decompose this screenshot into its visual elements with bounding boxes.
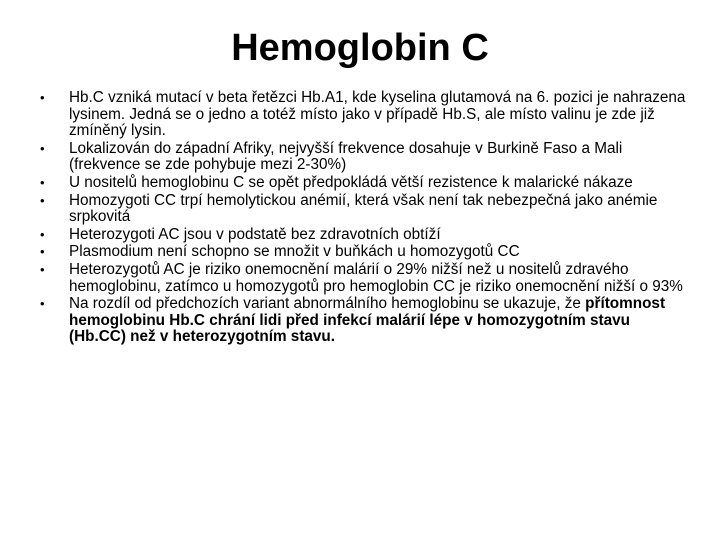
bullet-icon: • (40, 296, 45, 312)
bullet-text: Homozygoti CC trpí hemolytickou anémií, která však není tak nebezpečná jako anémie srpkovitá (69, 191, 658, 226)
bullet-item (40, 175, 690, 192)
bullet-icon: • (40, 261, 45, 277)
bullet-text: U nositelů hemoglobinu C se opět předpokládá větší rezistence k malarické nákaze (69, 173, 633, 191)
bullet-text-bold: přítomnost hemoglobinu Hb.C chrání lidi před infekcí malárií lépe v homozygotním stavu (Hb.CC) než v heterozygotním stavu. (69, 295, 666, 346)
bullet-text: Lokalizován do západní Afriky, nejvyšší frekvence dosahuje v Burkině Faso a Mali (frekvence se zde pohybuje mezi 2-30%) (69, 139, 623, 174)
bullet-item (40, 244, 690, 261)
bullet-icon: • (40, 226, 45, 242)
bullet-item (40, 262, 690, 295)
bullet-item (40, 193, 690, 226)
bullet-text: Na rozdíl od předchozích variant abnormálního hemoglobinu se ukazuje, že (69, 295, 586, 313)
bullet-text: Heterozygotů AC je riziko onemocnění malárií o 29% nižší než u nositelů zdravého hemoglobinu, zatímco u homozygotů pro hemoglobin CC je riziko onemocnění nižší o 93% (69, 260, 683, 295)
bullet-text: Hb.C vzniká mutací v beta řetězci Hb.A1, kde kyselina glutamová na 6. pozici je nahrazena lysinem. Jedná se o jedno a totéž místo jako v případě Hb.S, ale místo valinu je zde již zmíněný lysin. (69, 89, 686, 140)
bullet-list (40, 90, 690, 347)
bullet-item (40, 90, 690, 140)
bullet-icon: • (40, 140, 45, 156)
bullet-icon: • (40, 90, 45, 105)
bullet-icon: • (40, 192, 45, 208)
bullet-text: Heterozygoti AC jsou v podstatě bez zdravotních obtíží (69, 225, 441, 243)
bullet-item (40, 227, 690, 244)
bullet-item (40, 296, 690, 346)
bullet-icon: • (40, 244, 45, 260)
bullet-text: Plasmodium není schopno se množit v buňkách u homozygotů CC (69, 243, 520, 261)
slide-title: Hemoglobin C (231, 27, 489, 69)
bullet-item (40, 141, 690, 174)
bullet-icon: • (40, 174, 45, 190)
